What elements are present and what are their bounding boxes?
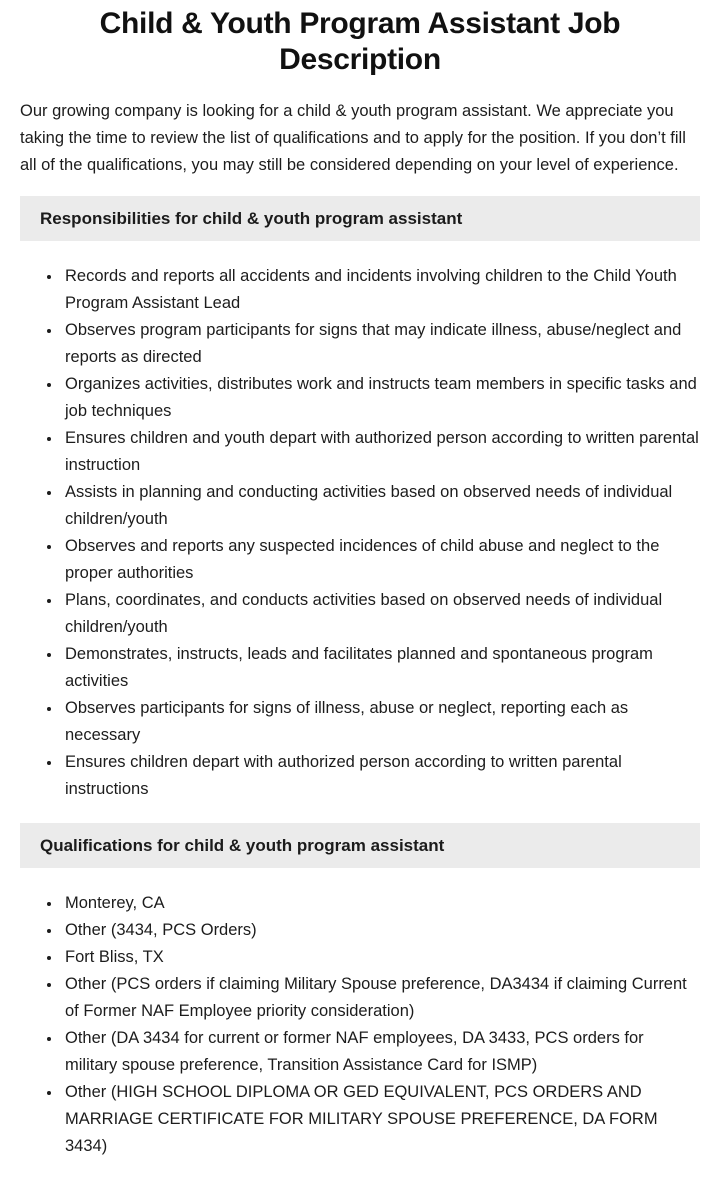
qualifications-heading: Qualifications for child & youth program assistant (20, 823, 700, 868)
list-item: • Ensures children depart with authorized person according to written parental instructions (62, 749, 700, 803)
page-title: Child & Youth Program Assistant Job Description (99, 7, 621, 76)
list-item: • Other (DA 3434 for current or former NAF employees, DA 3433, PCS orders for military spouse preference, Transition Assistance Card for ISMP) (62, 1025, 700, 1079)
responsibilities-list (20, 263, 700, 803)
list-item: • Observes participants for signs of illness, abuse or neglect, reporting each as necessary (62, 695, 700, 749)
list-item: • Ensures children and youth depart with authorized person according to written parental instruction (62, 425, 700, 479)
responsibilities-section (20, 196, 700, 803)
list-item: • Demonstrates, instructs, leads and facilitates planned and spontaneous program activities (62, 641, 700, 695)
list-item: • Organizes activities, distributes work and instructs team members in specific tasks and job techniques (62, 371, 700, 425)
list-item: • Monterey, CA (62, 890, 700, 917)
list-item: • Observes and reports any suspected incidences of child abuse and neglect to the proper authorities (62, 533, 700, 587)
list-item: • Plans, coordinates, and conducts activities based on observed needs of individual children/youth (62, 587, 700, 641)
list-item: • Fort Bliss, TX (62, 944, 700, 971)
list-item: • Other (PCS orders if claiming Military Spouse preference, DA3434 if claiming Current of Former NAF Employee priority consideration) (62, 971, 700, 1025)
qualifications-list (20, 890, 700, 1160)
list-item: • Records and reports all accidents and incidents involving children to the Child Youth Program Assistant Lead (62, 263, 700, 317)
list-item: • Other (3434, PCS Orders) (62, 917, 700, 944)
job-description-page (0, 6, 720, 1160)
list-item: • Observes program participants for signs that may indicate illness, abuse/neglect and reports as directed (62, 317, 700, 371)
qualifications-section (20, 823, 700, 1160)
list-item: • Assists in planning and conducting activities based on observed needs of individual children/youth (62, 479, 700, 533)
intro-paragraph: Our growing company is looking for a child & youth program assistant. We appreciate you taking the time to review the list of qualifications and to apply for the position. If you don’t fill all of the qualifications, you may still be considered depending on your level of experience. (20, 102, 686, 174)
list-item: • Other (HIGH SCHOOL DIPLOMA OR GED EQUIVALENT, PCS ORDERS AND MARRIAGE CERTIFICATE FOR MILITARY SPOUSE PREFERENCE, DA FORM 3434) (62, 1079, 700, 1160)
responsibilities-heading: Responsibilities for child & youth program assistant (20, 196, 700, 241)
